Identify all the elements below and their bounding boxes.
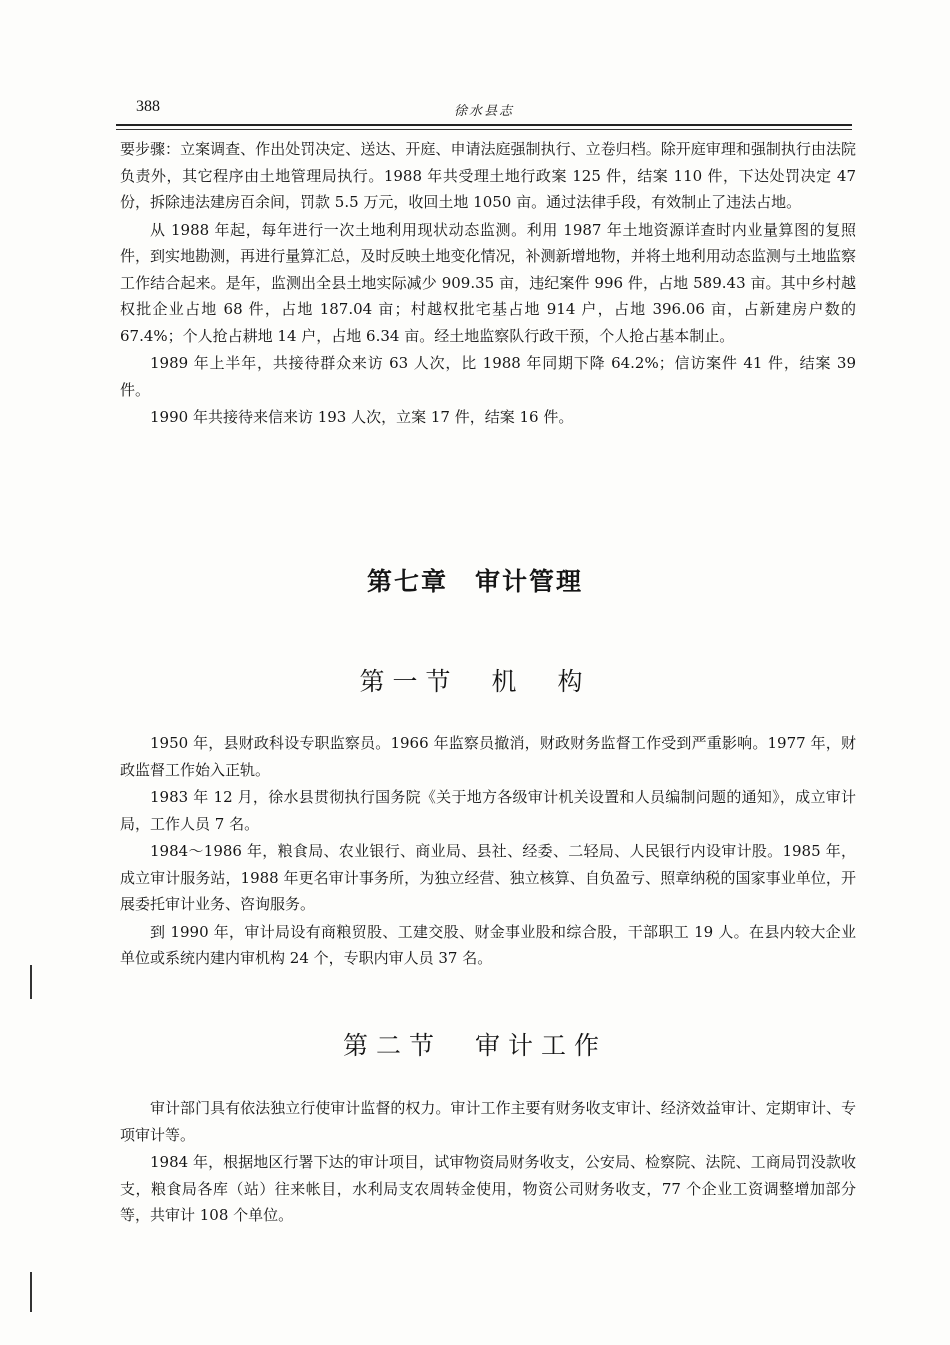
paragraph: 从 1988 年起，每年进行一次土地利用现状动态监测。利用 1987 年土地资源详查时内业量算图的复照件，到实地勘测，再进行量算汇总，及时反映土地变化情况，补测新增地物，并将土地利用动态监测与土地监察工作结合起来。是年，监测出全县土地实际减少 909.35 亩，违纪案件 996 件，占地 589.43 亩。其中乡村越权批企业占地 68 件，占地 187.04 亩；村越权批宅基占地 914 户，占地 396.06 亩，占新建房户数的 67.4%；个人抢占耕地 14 户，占地 6.34 亩。经土地监察队行政干预，个人抢占基本制止。	[120, 220, 856, 345]
running-head: 徐水县志	[453, 104, 514, 119]
chapter-title: 第七章 审计管理	[366, 567, 583, 596]
top-text-block	[120, 136, 856, 432]
paragraph: 1984 年，根据地区行署下达的审计项目，试审物资局财务收支，公安局、检察院、法院、工商局罚没款收支，粮食局各库（站）往来帐目，水利局支农周转金使用，物资公司财务收支，77 个企业工资调整增加部分等，共审计 108 个单位。	[120, 1153, 856, 1224]
paragraph: 到 1990 年，审计局设有商粮贸股、工建交股、财金事业股和综合股，干部职工 19 人。在县内较大企业单位或系统内建内审机构 24 个，专职内审人员 37 名。	[120, 922, 856, 967]
paragraph-continued: 要步骤：立案调查、作出处罚决定、送达、开庭、申请法庭强制执行、立卷归档。除开庭审理和强制执行由法院负责外，其它程序由土地管理局执行。1988 年共受理土地行政案 125 件，结案 110 件，下达处罚决定 47 份，拆除违法建房百余间，罚款 5.5 万元，收回土地 1050 亩。通过法律手段，有效制止了违法占地。	[120, 140, 856, 211]
section-title-2: 第二节 审计工作	[342, 1031, 607, 1060]
header-rule-thick	[116, 124, 852, 126]
scan-binding-mark	[30, 965, 32, 999]
paragraph: 1983 年 12 月，徐水县贯彻执行国务院《关于地方各级审计机关设置和人员编制问题的通知》，成立审计局，工作人员 7 名。	[120, 788, 856, 833]
section-1-text	[120, 730, 856, 973]
page-header	[116, 94, 852, 124]
page-number: 388	[136, 98, 160, 115]
paragraph: 1990 年共接待来信来访 193 人次，立案 17 件，结案 16 件。	[150, 408, 574, 426]
section-2-text	[120, 1095, 856, 1230]
paragraph: 1984～1986 年，粮食局、农业银行、商业局、县社、经委、二轻局、人民银行内设审计股。1985 年，成立审计服务站，1988 年更名审计事务所，为独立经营、独立核算、自负盈亏、照章纳税的国家事业单位，开展委托审计业务、咨询服务。	[120, 842, 856, 913]
paragraph: 1989 年上半年，共接待群众来访 63 人次，比 1988 年同期下降 64.2%；信访案件 41 件，结案 39 件。	[120, 354, 856, 399]
section-title-1: 第一节 机 构	[359, 667, 591, 696]
paragraph: 1950 年，县财政科设专职监察员。1966 年监察员撤消，财政财务监督工作受到严重影响。1977 年，财政监督工作始入正轨。	[120, 734, 856, 779]
header-rule-thin	[116, 129, 852, 130]
scan-binding-mark	[30, 1272, 32, 1312]
paragraph: 审计部门具有依法独立行使审计监督的权力。审计工作主要有财务收支审计、经济效益审计、定期审计、专项审计等。	[120, 1099, 856, 1144]
